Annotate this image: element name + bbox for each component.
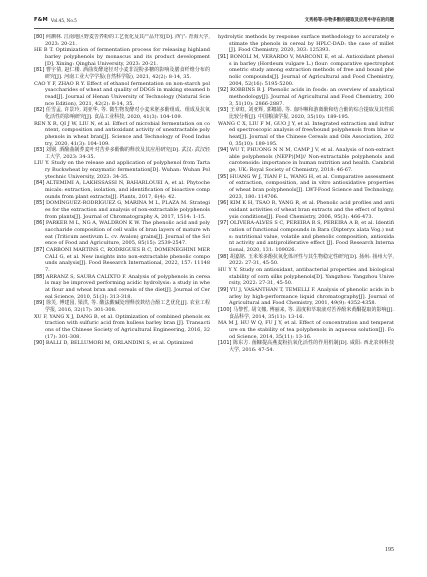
reference-text: hydrolytic methods by response surface methodology to accurately estimate the phenols in cereal by HPLC-DAD: the case of millet[J]. Food Chemistry, 2020, 303: 125393.: [218, 34, 394, 54]
reference-number: [85]: [34, 200, 45, 207]
reference-number: [90]: [34, 340, 45, 347]
reference-entry: [34, 107, 210, 120]
issue-info: Vol.45, No.5: [50, 17, 77, 23]
reference-text: BONOLI M, VERARDO V, MARCONI E, et al. Antioxidant phenols in barley (Hordeum vulgare L.) flour: comparative spectrophotometric study among extraction methods of free and bound phenolic compounds[J]. Journal of Agricultural and Food Chemistry, 2004, 52(16): 5195-5200.: [229, 53, 394, 87]
reference-text: HU Y Y. Study on antioxidant, antibacterial properties and biological stability of corn silks polyphenols[D]. Yangzhou: Yangzhou University, 2022: 27-31, 45-50.: [218, 266, 394, 287]
reference-text: YU J, VASANTHAN T, TEMELLI F. Analysis of phenolic acids in barley by high-performance liquid chromatography[J]. Journal of Agricultural and Food Chemistry, 2001, 49(9): 4352-4358.: [229, 286, 394, 307]
reference-text: CAO Y F, ZHAO R Y. Effect of ethanol fermentation on non-starch polysaccharides of wheat and quality of DDGS in making steamed bread[J]. Journal of Henan University of Technology (Natural Science Edition), 2021, 42(2): 8-14, 35.: [34, 80, 210, 107]
reference-entry: [218, 200, 394, 220]
reference-number: [89]: [34, 300, 45, 307]
journal-logo: F&M: [34, 16, 48, 23]
reference-entry: [218, 307, 394, 320]
reference-entry: [34, 300, 210, 313]
reference-number: [91]: [218, 53, 229, 60]
reference-number: [83]: [34, 147, 45, 154]
reference-text: WANG C X, LIU F M, GUO J Y, et al. Integrated extraction and infrared spectroscopic analysis of free/bound polyphenols from blue wheat[J]. Journal of the Chinese Cereals and Oils Association, 2020, 35(10): 189-195.: [218, 120, 394, 147]
reference-number: [82]: [34, 107, 45, 114]
reference-text: 陈东方. 菌糠提高燕麦粉抗氧化活性的作用机制[D]. 咸阳: 西北农林科技大学, 2016: 47-54.: [229, 340, 394, 353]
reference-entry: [218, 87, 394, 107]
reference-entry: [34, 340, 210, 347]
reference-entry: [34, 67, 210, 80]
reference-entry: [218, 34, 394, 54]
reference-entry: [34, 247, 210, 274]
reference-entry: [218, 254, 394, 267]
reference-text: BALLI D, BELLUMORI M, ORLANDINI S, et al. Optimized: [45, 340, 193, 347]
reference-text: LIU Y. Study on the release and application of polyphenol from Tartary Buckwheat by enzymatic fermentation[D]. Wuhan: Wuhan Polytechnic University, 2023: 34-35.: [34, 160, 210, 180]
reference-text: KIM K H, TSAO R, YANG R, et al. Phenolic acid profiles and antioxidant activities of wheat bran extracts and the effect of hydrolysis conditions[J]. Food Chemistry, 2006, 95(3): 466-473.: [229, 200, 394, 220]
reference-text: ARRANZ S, SAURA CALIXTO F. Analysis of polyphenols in cereals may be improved performing acidic hydrolysis: a study in wheat flour and wheat bran and cereals of the diet[J]. Journal of Cereal Science, 2010, 51(3): 313-318.: [45, 273, 210, 300]
reference-text: 马黎哲, 胡文娜, 傅丽来, 等. 温度和萃取液对苦养酚米黄酮提取的影响[J]. 食品科学, 2014, 35(11): 13-16.: [229, 306, 394, 320]
reference-number: [87]: [34, 247, 45, 253]
reference-text: HE B T. Optimization of fermentation process for releasing highland barley polyphenols by monascus and its product development[D]. Xining: Qinghai University, 2023: 20-21.: [34, 47, 210, 67]
reference-number: [86]: [34, 220, 45, 227]
reference-text: 曹宇倩, 赵仁楼. 酒曲发酵途径对小麦非淀粉多糖的影响及膳食纤维分布的研究[J]. 河南工业大学学报(自然科学版), 2021, 42(2): 8-14, 35.: [45, 67, 210, 80]
reference-text: 王章虹, 刘亚辉, 郭娜娟, 等. 血卟啉和游离酚和结合酚的综合提取及其性质比较分析[J]. 中国粮油学报, 2020, 35(10): 189-195.: [229, 107, 394, 120]
reference-number: [93]: [218, 107, 229, 114]
running-header: [34, 14, 394, 26]
reference-entry: [34, 34, 210, 47]
reference-number: [101]: [218, 340, 232, 347]
running-title: 文秀杨等:谷物多酚的提取及应用中存在的问题: [304, 17, 394, 23]
header-rule: [34, 28, 394, 29]
reference-number: [97]: [218, 220, 229, 227]
reference-number: [98]: [218, 253, 229, 260]
reference-number: [96]: [218, 200, 229, 207]
reference-text: PARKER M L, NG A, WALDRON K W. The phenolic acid and polysaccharide composition of cell walls of bran layers of mature wheat (Triticum aestivum L. cv. Avalon) grains[J]. Journal of the Science of Food and Agriculture, 2005, 85(15): 2539-2547.: [45, 220, 210, 247]
reference-number: [88]: [34, 273, 45, 280]
reference-entry: [34, 160, 210, 180]
reference-text: 刘钢. 酒酿曲制荞麦叶对苦养多酚酶的释放及其应用研究[D]. 武汉: 武汉轻工大学, 2023: 34-35.: [45, 147, 210, 160]
reference-entry: [34, 121, 210, 148]
reference-entry: [218, 267, 394, 287]
reference-entry: [218, 121, 394, 148]
reference-text: 何渊林. 江南地区野麦苦荞粉的工艺优化及其产品开发[D]. 西宁: 青海大学, 2023: 20-21.: [45, 34, 210, 47]
reference-text: XU F, YANG X J, DANG B, et al. Optimization of combined phenols extraction with sulfuric acid from hulless barley bran [J]. Transactions of the Chinese Society of Agricultural Engineering, 2016, 32(17): 301-308.: [34, 313, 210, 340]
reference-text: HUANG W J, TIAN F L, WANG H, et al. Comparative assessment of extraction, composition, and in vitro antioxidative properties of wheat bran polyphenols[J]. LWT-Food Science and Technology, 2023, 180: 114706.: [229, 173, 394, 200]
reference-number: [81]: [34, 67, 45, 74]
reference-entry: [34, 180, 210, 200]
reference-entry: [218, 340, 394, 353]
reference-number: [99]: [218, 286, 229, 293]
reference-entry: [218, 287, 394, 307]
journal-info: [34, 18, 77, 23]
reference-number: [95]: [218, 173, 229, 180]
reference-number: [100]: [218, 306, 232, 313]
reference-entry: [34, 147, 210, 160]
reference-entry: [218, 54, 394, 87]
reference-text: MA M J, HU W Q, FU J Y, et al. Effect of concentration and temperature on the stability of tea polyphenols in aqueous solution[J]. Food Science, 2014, 35(11): 13-16.: [218, 320, 394, 340]
reference-text: ALTEMIMI A, LAKHSSASSI N, BAHARLOUEI A, et al. Phytochemicals: extraction, isolation, and identification of bioactive compounds from plant extracts[J]. Plants, 2017, 6(4): 42.: [45, 180, 210, 200]
reference-entry: [34, 314, 210, 341]
reference-text: OLIVERA-ALVES S C, PEREIRA R S, PEREIRA A B, et al. Identification of functional compounds in Bara (Dipteryx alata Vog.) nuts: nutritional value, volatile and phenolic composition, antioxidant activity and antiproliferative effect [J]. Food Research International, 2020, 131: 109026.: [229, 220, 394, 253]
reference-text: REN X R, QI J W, LIU N, et al. Effect of microbial fermentation on content, composition and antioxidant activity of unextractable polyphenols in wheat bran[J]. Science and Technology of Food Industry, 2020, 41(3): 104-109.: [34, 120, 210, 147]
reference-text: WU T, PHUONG N N M, CAMP J V, et al. Analysis of non-extractable polyphenols (NEPP)[M]// Non-extractable polyphenols and carotenoids: importance in human nutrition and health. Cambridge, UK: Royal Society of Chemistry, 2018: 46-67.: [229, 147, 394, 174]
reference-entry: [34, 274, 210, 301]
reference-entry: [34, 200, 210, 220]
reference-entry: [218, 107, 394, 120]
reference-entry: [218, 174, 394, 201]
reference-number: [84]: [34, 180, 45, 187]
reference-number: [94]: [218, 147, 229, 154]
reference-entry: [218, 147, 394, 174]
reference-text: 胡嘉铭. 玉米苯多酚抗氧化体评性与其生物稳定性研究[D]. 扬州: 扬州大学, 2022: 27-31, 45-50.: [229, 253, 394, 267]
reference-number: [80]: [34, 34, 45, 40]
reference-text: 徐芙, 傅建园, 梁洪, 等. 酸法酸碱处理释放麸结合酚工艺优化[J]. 农业工程学报, 2016, 32(17): 301-308.: [45, 300, 210, 313]
reference-text: DOMÍNGUEZ-RODRÍGUEZ G, MARINA M L, PLAZA M. Strategies for the extraction and analysis of non-extractable polyphenols from plants[J]. Journal of Chromatography A, 2017, 1514: 1-15.: [45, 200, 210, 220]
reference-text: 任雪孟, 许景玲, 刘亚华, 等. 微生物发酵对小麦米胚多酚组成、组成及抗氧化活性的影响研究[J]. 食品工业科技, 2020, 41(3): 104-109.: [45, 107, 210, 120]
reference-entry: [34, 47, 210, 67]
reference-text: ROBBINS R J. Phenolic acids in foods: an overview of analytical methodology[J]. Journal of Agricultural and Food Chemistry, 2003, 51(10): 2866-2887.: [229, 87, 394, 107]
reference-entry: [218, 320, 394, 340]
reference-entry: [34, 220, 210, 247]
reference-entry: [218, 220, 394, 253]
reference-entry: [34, 81, 210, 108]
reference-number: [92]: [218, 87, 229, 94]
references-left-column: [34, 34, 210, 529]
references-right-column: [218, 34, 394, 529]
page-number: 195: [385, 547, 394, 553]
reference-text: CARBONI MARTINS C, RODRIGUES R C, DOMENEGHINI MERCALI G, et al. New insights into non-extractable phenolic compounds analysis[J]. Food Research International, 2022, 157: 111487.: [45, 247, 210, 273]
